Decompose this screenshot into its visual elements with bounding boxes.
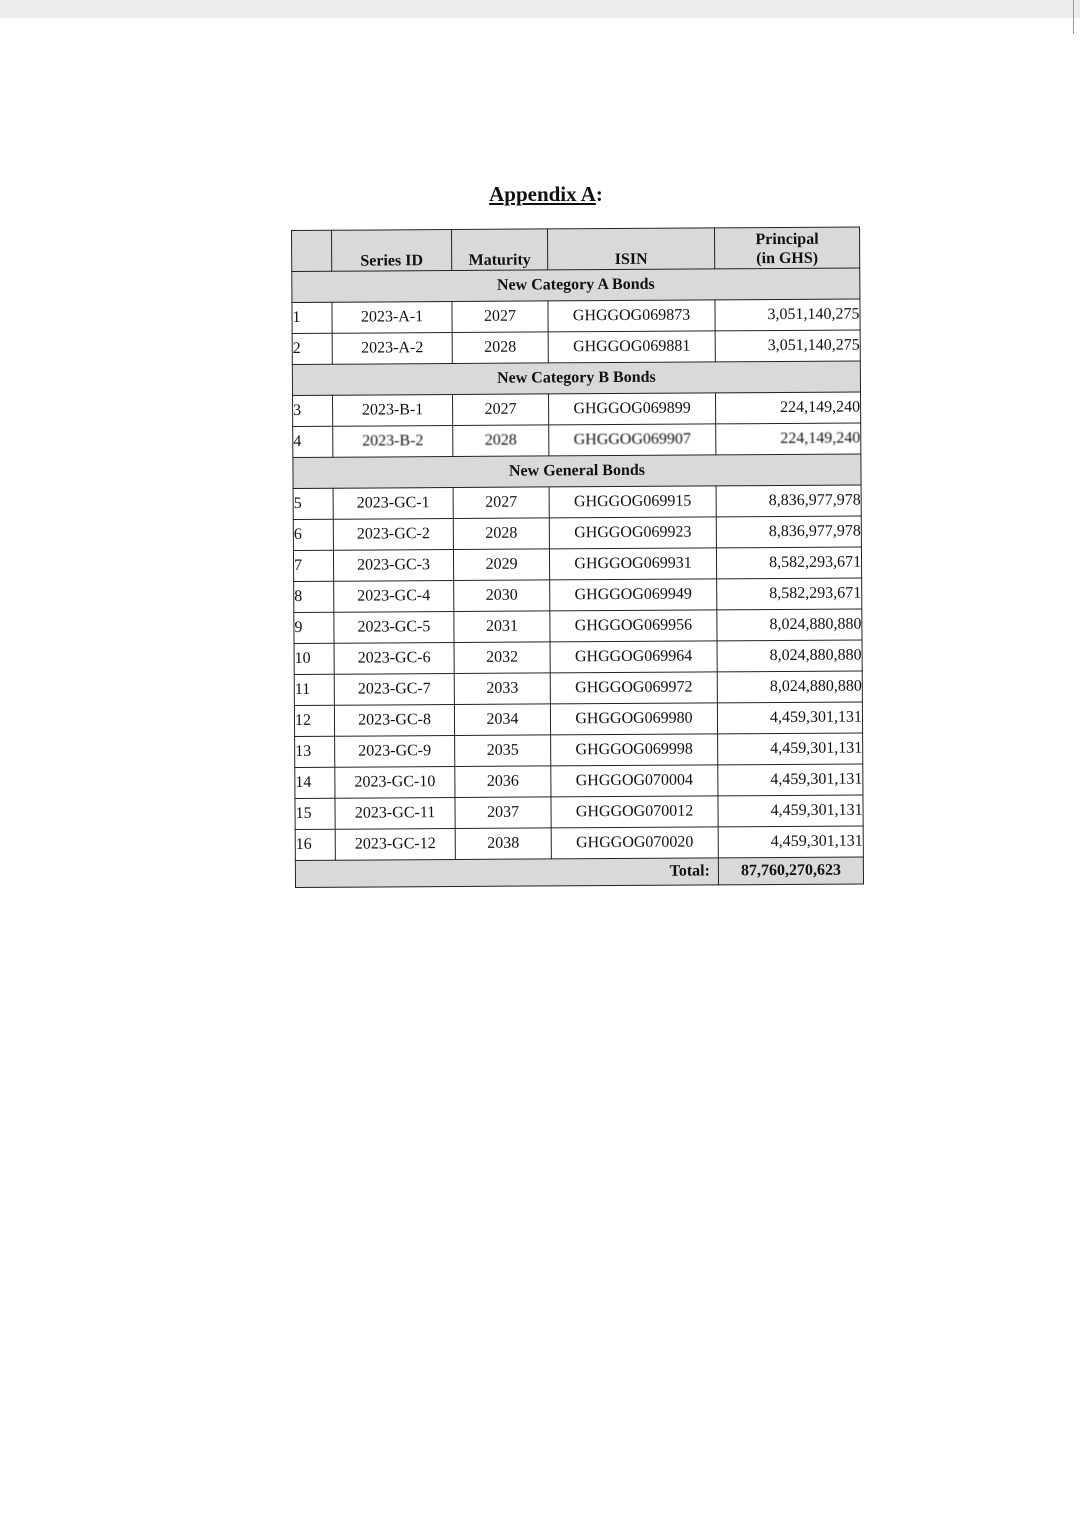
series-id-cell: 2023-GC-7	[334, 674, 454, 706]
title-colon: :	[595, 182, 603, 206]
maturity-cell: 2030	[454, 580, 550, 612]
isin-cell: GHGGOG069972	[550, 672, 717, 704]
row-number: 15	[295, 798, 335, 829]
table-row	[293, 516, 861, 550]
maturity-cell: 2027	[453, 394, 549, 426]
row-number: 8	[294, 581, 334, 612]
maturity-cell: 2033	[454, 673, 550, 705]
row-number: 2	[292, 333, 332, 364]
series-id-cell: 2023-GC-8	[334, 705, 454, 737]
scan-edge-line	[1073, 0, 1074, 34]
series-id-cell: 2023-B-1	[333, 395, 453, 427]
section-row	[293, 454, 861, 488]
table-row	[294, 671, 862, 705]
table-row	[292, 299, 860, 333]
isin-cell: GHGGOG069931	[549, 548, 716, 580]
table-row	[293, 547, 861, 581]
row-number: 16	[295, 829, 335, 860]
principal-cell: 224,149,240	[716, 423, 861, 455]
maturity-cell: 2029	[453, 549, 549, 581]
maturity-cell: 2032	[454, 642, 550, 674]
header-maturity: Maturity	[452, 229, 548, 271]
bonds-table	[291, 227, 864, 888]
section-label: New Category A Bonds	[292, 268, 860, 302]
row-number: 4	[293, 426, 333, 457]
series-id-cell: 2023-A-2	[332, 333, 452, 365]
section-row	[292, 361, 860, 395]
header-isin: ISIN	[547, 228, 714, 270]
isin-cell: GHGGOG070020	[551, 827, 718, 859]
maturity-cell: 2038	[455, 828, 551, 860]
maturity-cell: 2028	[452, 332, 548, 364]
row-number: 12	[294, 705, 334, 736]
page-title	[0, 182, 1080, 207]
maturity-cell: 2028	[453, 425, 549, 457]
table-row	[292, 330, 860, 364]
isin-cell: GHGGOG069873	[548, 300, 715, 332]
isin-cell: GHGGOG069998	[551, 734, 718, 766]
table-row	[295, 733, 863, 767]
isin-cell: GHGGOG069964	[550, 641, 717, 673]
header-index	[292, 230, 332, 271]
table-row	[295, 826, 863, 860]
total-value: 87,760,270,623	[718, 857, 863, 885]
principal-cell: 8,836,977,978	[716, 516, 861, 548]
header-row	[292, 227, 860, 271]
isin-cell: GHGGOG069881	[548, 331, 715, 363]
principal-cell: 8,024,880,880	[717, 640, 862, 672]
series-id-cell: 2023-GC-1	[333, 488, 453, 520]
row-number: 1	[292, 302, 332, 333]
isin-cell: GHGGOG069956	[550, 610, 717, 642]
isin-cell: GHGGOG069907	[549, 424, 716, 456]
series-id-cell: 2023-GC-9	[335, 736, 455, 768]
table-row	[294, 640, 862, 674]
series-id-cell: 2023-GC-11	[335, 798, 455, 830]
row-number: 11	[294, 674, 334, 705]
principal-cell: 3,051,140,275	[715, 330, 860, 362]
series-id-cell: 2023-GC-4	[334, 581, 454, 613]
isin-cell: GHGGOG069923	[549, 517, 716, 549]
principal-cell: 3,051,140,275	[715, 299, 860, 331]
principal-cell: 8,024,880,880	[717, 671, 862, 703]
principal-cell: 8,582,293,671	[717, 578, 862, 610]
isin-cell: GHGGOG069949	[550, 579, 717, 611]
table-row	[294, 578, 862, 612]
isin-cell: GHGGOG070004	[551, 765, 718, 797]
principal-cell: 4,459,301,131	[718, 795, 863, 827]
series-id-cell: 2023-GC-12	[335, 829, 455, 861]
series-id-cell: 2023-GC-3	[333, 550, 453, 582]
row-number: 14	[295, 767, 335, 798]
scan-top-band	[0, 0, 1080, 18]
series-id-cell: 2023-B-2	[333, 426, 453, 458]
section-row	[292, 268, 860, 302]
section-label: New General Bonds	[293, 454, 861, 488]
isin-cell: GHGGOG069899	[549, 393, 716, 425]
maturity-cell: 2027	[453, 487, 549, 519]
table-row	[295, 764, 863, 798]
row-number: 9	[294, 612, 334, 643]
table-row	[294, 702, 862, 736]
table-row	[293, 485, 861, 519]
total-label: Total:	[295, 858, 718, 888]
principal-cell: 4,459,301,131	[718, 826, 863, 858]
principal-cell: 4,459,301,131	[718, 733, 863, 765]
table-row	[294, 609, 862, 643]
row-number: 13	[295, 736, 335, 767]
maturity-cell: 2035	[455, 735, 551, 767]
principal-cell: 8,582,293,671	[716, 547, 861, 579]
principal-cell: 8,836,977,978	[716, 485, 861, 517]
series-id-cell: 2023-GC-6	[334, 643, 454, 675]
total-row	[295, 857, 863, 887]
maturity-cell: 2037	[455, 797, 551, 829]
header-principal-line2: (in GHS)	[756, 249, 819, 268]
table-row	[295, 795, 863, 829]
maturity-cell: 2031	[454, 611, 550, 643]
maturity-cell: 2028	[453, 518, 549, 550]
series-id-cell: 2023-GC-5	[334, 612, 454, 644]
table-row	[293, 423, 861, 457]
isin-cell: GHGGOG069980	[550, 703, 717, 735]
maturity-cell: 2036	[455, 766, 551, 798]
row-number: 6	[293, 519, 333, 550]
isin-cell: GHGGOG070012	[551, 796, 718, 828]
maturity-cell: 2027	[452, 301, 548, 333]
series-id-cell: 2023-GC-2	[333, 519, 453, 551]
principal-cell: 4,459,301,131	[718, 764, 863, 796]
header-principal	[714, 227, 859, 269]
row-number: 3	[293, 395, 333, 426]
header-principal-line1: Principal	[755, 230, 819, 249]
row-number: 10	[294, 643, 334, 674]
principal-cell: 8,024,880,880	[717, 609, 862, 641]
title-text: Appendix A	[489, 182, 596, 206]
row-number: 5	[293, 488, 333, 519]
isin-cell: GHGGOG069915	[549, 486, 716, 518]
series-id-cell: 2023-A-1	[332, 302, 452, 334]
row-number: 7	[293, 550, 333, 581]
table-row	[293, 392, 861, 426]
principal-cell: 4,459,301,131	[717, 702, 862, 734]
principal-cell: 224,149,240	[716, 392, 861, 424]
series-id-cell: 2023-GC-10	[335, 767, 455, 799]
section-label: New Category B Bonds	[292, 361, 860, 395]
header-series-id: Series ID	[332, 230, 452, 272]
maturity-cell: 2034	[454, 704, 550, 736]
